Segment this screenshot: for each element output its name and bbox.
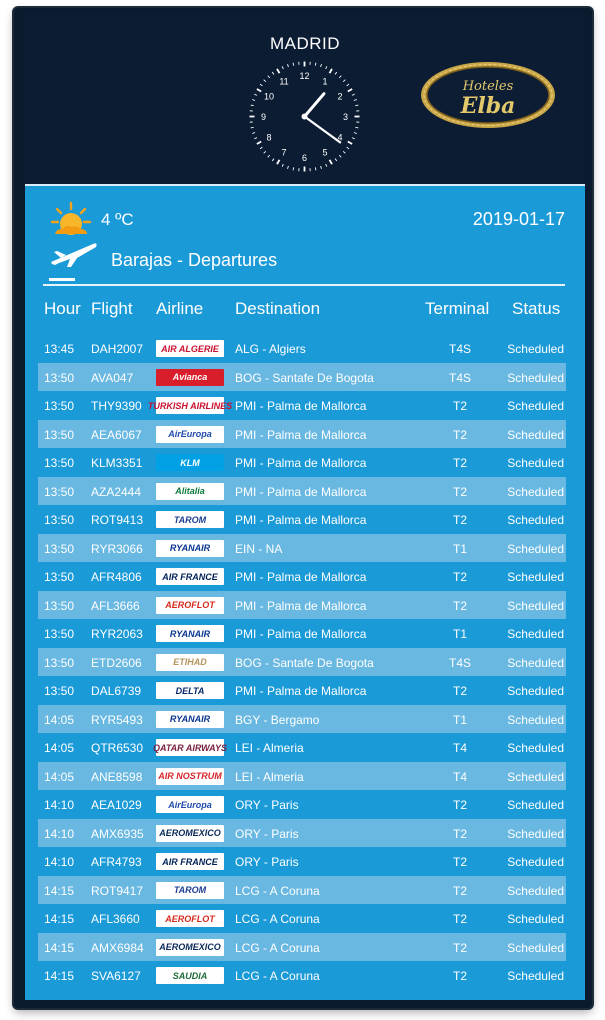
clock-numeral: 6 [301,153,308,163]
flight-destination: PMI - Palma de Mallorca [235,627,367,641]
table-row [38,534,566,563]
flight-destination: LCG - A Coruna [235,940,320,955]
clock-numeral: 12 [299,71,310,81]
flight-number: ROT9417 [91,883,144,898]
flight-number: AEA6067 [91,427,142,442]
flight-number: RYR3066 [91,541,143,556]
flight-status: Scheduled [507,627,564,641]
table-row [38,790,566,819]
flight-terminal: T2 [452,855,467,869]
flight-hour: 13:50 [44,456,75,470]
flight-status: Scheduled [507,769,564,784]
airline-logo: Alitalia [156,483,224,500]
flight-destination: BOG - Santafe De Bogota [235,655,374,670]
table-row [38,562,566,591]
flight-destination: LCG - A Coruna [235,969,320,983]
clock-numeral: 7 [281,147,287,158]
flight-status: Scheduled [507,798,564,812]
column-header-status: Status [512,299,561,318]
flight-hour: 13:50 [44,484,75,499]
flight-hour: 13:50 [44,399,75,413]
airline-logo: TAROM [156,882,224,899]
table-row [38,819,566,848]
flight-hour: 14:10 [44,798,75,812]
flight-number: SVA6127 [91,969,141,983]
flight-hour: 13:50 [44,684,75,698]
table-row [38,733,566,762]
airline-logo: AirEuropa [156,796,224,813]
airline-logo: AEROFLOT [156,597,224,614]
flight-number: KLM3351 [91,456,143,470]
flight-destination: LCG - A Coruna [235,883,320,898]
flight-terminal: T2 [452,826,467,841]
board-title: Barajas - Departures [111,250,278,270]
flight-hour: 13:50 [44,427,75,442]
clock-numeral: 3 [342,112,349,122]
clock-numeral: 2 [337,91,343,102]
flight-terminal: T2 [452,399,467,413]
table-row [38,448,566,477]
column-header-flight: Flight [91,299,133,318]
flight-number: AFL3666 [91,598,140,613]
flight-status: Scheduled [507,513,564,527]
flight-destination: ALG - Algiers [235,342,306,356]
flight-hour: 13:50 [44,655,75,670]
flight-destination: ORY - Paris [235,798,299,812]
flight-terminal: T2 [452,969,467,983]
flight-terminal: T2 [452,798,467,812]
airline-logo: AirEuropa [156,426,224,443]
flight-destination: BOG - Santafe De Bogota [235,370,374,385]
flight-status: Scheduled [507,940,564,955]
flight-terminal: T2 [452,883,467,898]
flight-number: AEA1029 [91,798,142,812]
flight-status: Scheduled [507,712,564,727]
flight-hour: 14:15 [44,912,75,926]
airline-logo: RYANAIR [156,625,224,642]
flight-status: Scheduled [507,399,564,413]
flight-terminal: T4 [452,769,467,784]
column-header-destination: Destination [235,299,321,318]
table-row [38,505,566,534]
table-row [38,847,566,876]
flight-hour: 14:15 [44,969,75,983]
departures-board [25,184,585,1000]
flight-number: ETD2606 [91,655,142,670]
airline-logo: Avianca [156,369,224,386]
airline-logo: AIR NOSTRUM [156,768,224,785]
flight-number: AFR4806 [91,570,142,584]
flights-table [38,334,566,990]
flight-destination: LCG - A Coruna [235,912,320,926]
flight-number: AMX6935 [91,826,144,841]
flight-destination: LEI - Almeria [235,741,304,755]
flight-status: Scheduled [507,370,564,385]
flight-terminal: T2 [452,427,467,442]
flight-destination: PMI - Palma de Mallorca [235,513,367,527]
flight-status: Scheduled [507,541,564,556]
airline-logo: RYANAIR [156,711,224,728]
svg-text:Elba: Elba [460,93,516,119]
table-row [38,762,566,791]
airline-logo: RYANAIR [156,540,224,557]
airline-logo: AIR FRANCE [156,568,224,585]
flight-display-screen [25,14,585,1000]
flight-number: RYR2063 [91,627,143,641]
airline-logo: ETIHAD [156,654,224,671]
flight-status: Scheduled [507,427,564,442]
flight-destination: LEI - Almeria [235,769,304,784]
flight-destination: ORY - Paris [235,826,299,841]
flight-terminal: T2 [452,912,467,926]
table-row [38,705,566,734]
flight-status: Scheduled [507,883,564,898]
airline-logo: DELTA [156,682,224,699]
flight-terminal: T2 [452,484,467,499]
flight-status: Scheduled [507,570,564,584]
city-name: MADRID [269,34,341,53]
flight-destination: PMI - Palma de Mallorca [235,427,367,442]
flight-hour: 14:05 [44,741,75,755]
clock-numeral: 9 [260,112,267,122]
flight-status: Scheduled [507,484,564,499]
flight-status: Scheduled [507,456,564,470]
flight-number: THY9390 [91,399,142,413]
table-row [38,933,566,962]
table-row [38,420,566,449]
clock-numeral: 11 [279,76,289,87]
airline-logo: KLM [156,454,224,471]
flight-hour: 13:45 [44,342,75,356]
flight-number: AFL3660 [91,912,140,926]
flight-terminal: T2 [452,940,467,955]
flight-status: Scheduled [507,741,564,755]
flight-status: Scheduled [507,826,564,841]
flight-terminal: T4S [448,342,471,356]
airline-logo: QATAR AIRWAYS [156,739,224,756]
table-row [38,591,566,620]
table-row [38,648,566,677]
svg-text:Hoteles: Hoteles [462,79,514,94]
table-row [38,619,566,648]
flight-status: Scheduled [507,655,564,670]
flight-terminal: T2 [452,598,467,613]
flight-destination: PMI - Palma de Mallorca [235,598,367,613]
flight-hour: 13:50 [44,541,75,556]
flight-terminal: T2 [452,570,467,584]
flight-hour: 14:05 [44,712,75,727]
flight-hour: 13:50 [44,370,75,385]
flight-number: AFR4793 [91,855,142,869]
table-row [38,391,566,420]
table-row [38,961,566,990]
table-row [38,676,566,705]
clock-numeral: 5 [322,147,328,158]
flight-hour: 13:50 [44,627,75,641]
flight-hour: 14:10 [44,826,75,841]
column-headers [25,299,585,321]
flight-destination: PMI - Palma de Mallorca [235,484,367,499]
flight-terminal: T4 [452,741,467,755]
flight-number: DAH2007 [91,342,144,356]
airline-logo: AEROMEXICO [156,825,224,842]
table-row [38,477,566,506]
hoteles-elba-logo [418,59,558,131]
flight-hour: 13:50 [44,598,75,613]
flight-terminal: T4S [448,370,471,385]
clock-numeral: 1 [322,76,328,87]
flight-number: ROT9413 [91,513,144,527]
flight-number: RYR5493 [91,712,143,727]
column-header-terminal: Terminal [425,299,490,318]
flight-hour: 14:10 [44,855,75,869]
flight-destination: EIN - NA [235,541,283,556]
flight-hour: 14:15 [44,883,75,898]
flight-number: AVA047 [91,370,134,385]
airline-logo: TAROM [156,511,224,528]
flight-status: Scheduled [507,684,564,698]
flight-terminal: T4S [448,655,471,670]
airline-logo: AEROFLOT [156,910,224,927]
flight-number: AZA2444 [91,484,142,499]
header [25,14,585,184]
analog-clock-icon [247,59,362,174]
airline-logo: SAUDIA [156,967,224,984]
temperature: 4 ºC [101,210,134,229]
flight-destination: PMI - Palma de Mallorca [235,684,367,698]
flight-number: ANE8598 [91,769,143,784]
table-row [38,334,566,363]
flight-terminal: T2 [452,684,467,698]
flight-status: Scheduled [507,969,564,983]
flight-hour: 13:50 [44,513,75,527]
clock-numeral: 8 [266,132,272,143]
flight-destination: BGY - Bergamo [235,712,320,727]
column-header-hour: Hour [44,299,81,318]
clock-numeral: 4 [337,132,343,143]
flight-hour: 14:15 [44,940,75,955]
flight-hour: 14:05 [44,769,75,784]
flight-destination: PMI - Palma de Mallorca [235,456,367,470]
flight-destination: ORY - Paris [235,855,299,869]
flight-status: Scheduled [507,598,564,613]
flight-number: AMX6984 [91,940,144,955]
airline-logo: TURKISH AIRLINES [156,397,224,414]
flight-number: DAL6739 [91,684,142,698]
airline-logo: AEROMEXICO [156,939,224,956]
flight-number: QTR6530 [91,741,144,755]
flight-status: Scheduled [507,342,564,356]
flight-status: Scheduled [507,855,564,869]
flight-terminal: T1 [452,541,467,556]
flight-status: Scheduled [507,912,564,926]
clock-numeral: 10 [263,91,275,102]
airline-logo: AIR FRANCE [156,853,224,870]
flight-destination: PMI - Palma de Mallorca [235,570,367,584]
flight-destination: PMI - Palma de Mallorca [235,399,367,413]
flight-terminal: T1 [452,627,467,641]
table-row [38,876,566,905]
flight-terminal: T2 [452,456,467,470]
flight-terminal: T2 [452,513,467,527]
airplane-departure-icon [47,238,99,270]
current-date: 2019-01-17 [472,209,565,229]
column-header-airline: Airline [156,299,204,318]
table-row [38,904,566,933]
flight-terminal: T1 [452,712,467,727]
table-row [38,363,566,392]
airline-logo: AIR ALGERIE [156,340,224,357]
flight-hour: 13:50 [44,570,75,584]
